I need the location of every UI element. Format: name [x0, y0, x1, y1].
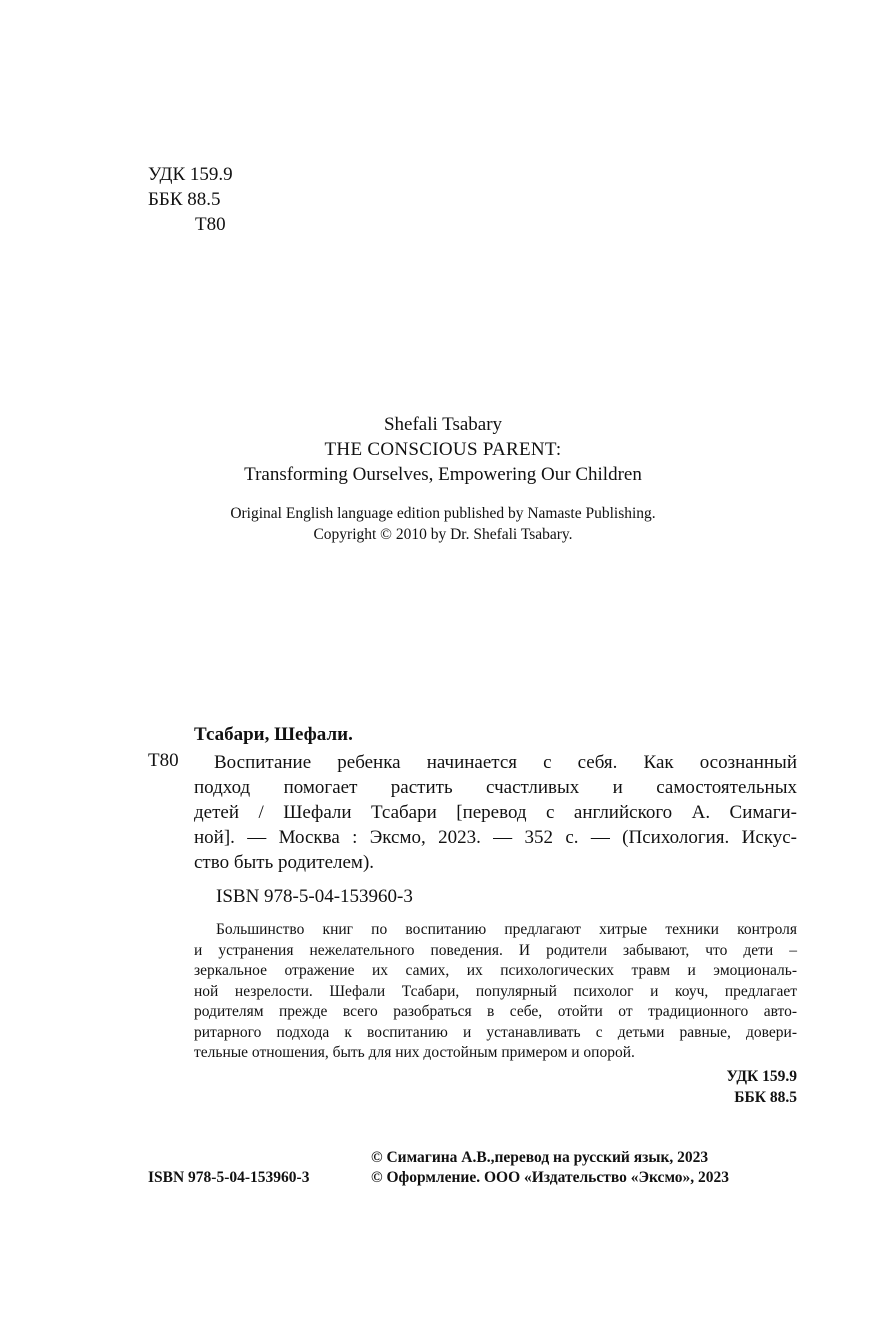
card-author-heading: Тсабари, Шефали. [194, 724, 353, 745]
imprint-isbn: ISBN 978-5-04-153960-3 [148, 1169, 310, 1186]
annotation-line: ритарного подхода к воспитанию и устанавливать с детьми равные, довери- [194, 1023, 797, 1041]
original-title: THE CONSCIOUS PARENT: [324, 439, 562, 460]
annotation-line: родителям прежде всего разобраться в себе, отойти от традиционного авто- [194, 1003, 797, 1020]
author-mark: Т80 [195, 214, 226, 235]
annotation [194, 920, 797, 1064]
description-line: подход помогает растить счастливых и самостоятельных [194, 777, 797, 798]
annotation-line: тельные отношения, быть для них достойным примером и опорой. [194, 1044, 635, 1061]
original-author: Shefali Tsabary [383, 414, 503, 435]
description-line: детей / Шефали Тсабари [перевод с английского А. Симаги- [194, 802, 797, 823]
annotation-line: и устранения нежелательного поведения. И родители забывают, что дети – [194, 941, 797, 959]
bibliographic-description [194, 750, 797, 875]
design-copyright: © Оформление. ООО «Издательство «Эксмо», 2023 [371, 1169, 730, 1186]
annotation-line: Большинство книг по воспитанию предлагают хитрые техники контроля [216, 921, 797, 938]
bbk-code: ББК 88.5 [148, 189, 221, 210]
description-line: Воспитание ребенка начинается с себя. Как осознанный [214, 752, 797, 773]
card-bbk-code: ББК 88.5 [734, 1089, 797, 1106]
publisher-note: Original English language edition published by Namaste Publishing. [230, 505, 656, 522]
card-isbn: ISBN 978-5-04-153960-3 [216, 886, 413, 907]
udk-code: УДК 159.9 [148, 164, 233, 185]
original-copyright: Copyright © 2010 by Dr. Shefali Tsabary. [313, 526, 573, 543]
card-udk-code: УДК 159.9 [726, 1068, 797, 1085]
annotation-line: ной незрелости. Шефали Тсабари, популярный психолог и коуч, предлагает [194, 982, 797, 1000]
card-author-mark: Т80 [148, 750, 179, 771]
annotation-line: зеркальное отражение их самих, их психологических травм и эмоциональ- [194, 962, 797, 979]
translation-copyright: © Симагина А.В.,перевод на русский язык, 2023 [371, 1149, 709, 1166]
description-line: ство быть родителем). [194, 852, 375, 873]
original-subtitle: Transforming Ourselves, Empowering Our Children [244, 464, 642, 485]
description-line: ной]. — Москва : Эксмо, 2023. — 352 с. — (Психология. Искус- [194, 827, 797, 848]
classification-block [148, 162, 233, 237]
